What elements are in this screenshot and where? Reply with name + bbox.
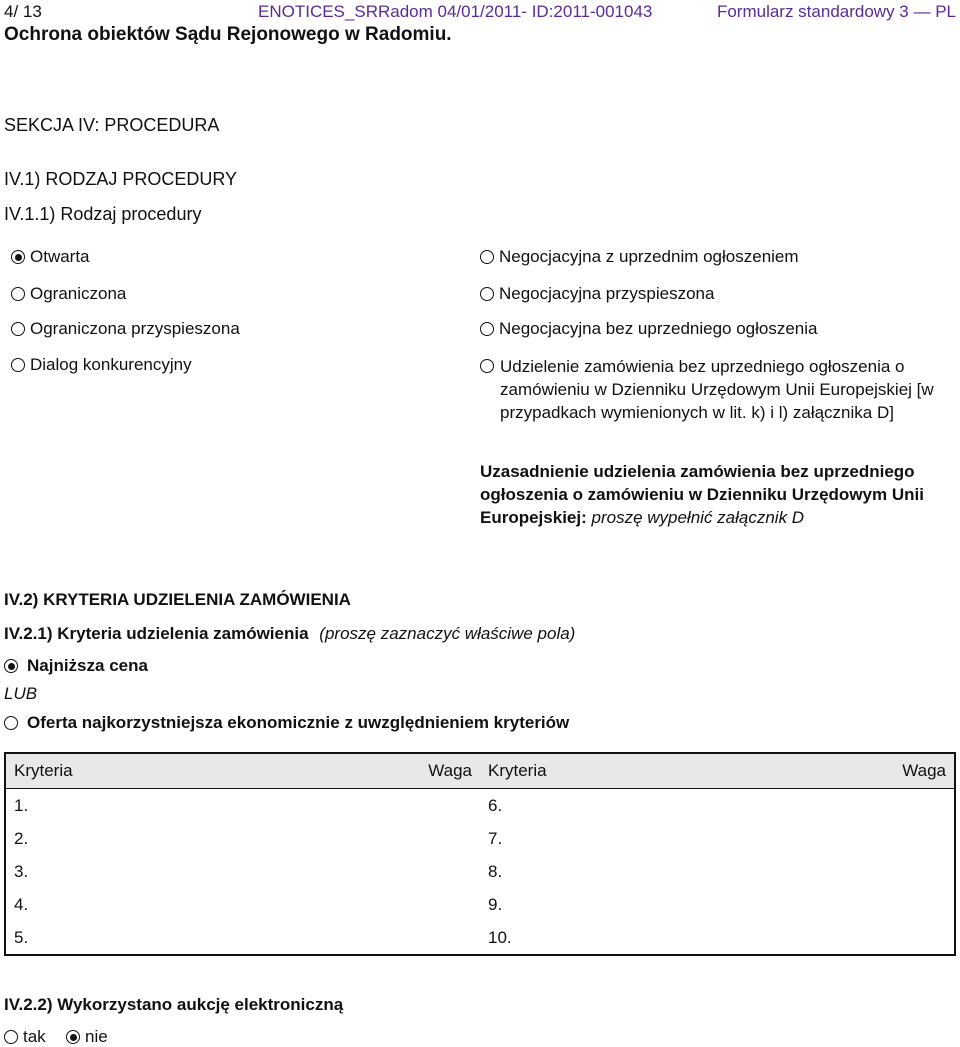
radio-selected-icon[interactable] [11, 250, 25, 264]
option-negocjacyjna-bez-ogloszenia[interactable] [480, 319, 818, 339]
header-waga: Waga [254, 753, 480, 789]
weight-cell [254, 855, 480, 888]
radio-empty-icon[interactable] [11, 287, 25, 301]
subsection-iv21 [4, 624, 575, 644]
option-negocjacyjna-z-ogloszeniem[interactable] [480, 247, 799, 267]
option-oferta-najkorzystniejsza[interactable] [4, 713, 569, 733]
subsection-iv2: IV.2) KRYTERIA UDZIELENIA ZAMÓWIENIA [4, 590, 351, 609]
option-label: Negocjacyjna przyspieszona [499, 284, 715, 303]
weight-cell [729, 855, 955, 888]
subsection-iv22: IV.2.2) Wykorzystano aukcję elektroniczną [4, 995, 344, 1014]
criterion-cell: 7. [487, 828, 503, 848]
weight-cell [254, 789, 480, 823]
form-name: Formularz standardowy 3 — PL [716, 2, 956, 21]
or-label: LUB [4, 684, 38, 703]
option-nie[interactable] [66, 1027, 108, 1047]
option-najnizsza-cena[interactable] [4, 656, 148, 676]
option-otwarta[interactable] [11, 247, 90, 267]
option-negocjacyjna-przyspieszona[interactable] [480, 284, 714, 304]
weight-cell [729, 888, 955, 921]
radio-empty-icon[interactable] [4, 1030, 18, 1044]
radio-empty-icon[interactable] [480, 250, 494, 264]
table-header-row [5, 753, 955, 789]
table-row [5, 888, 955, 921]
weight-cell [254, 888, 480, 921]
criterion-cell: 4. [14, 894, 29, 914]
table-row [5, 921, 955, 955]
criterion-cell: 5. [14, 927, 29, 947]
option-label: Otwarta [30, 247, 90, 266]
option-label: Negocjacyjna bez uprzedniego ogłoszenia [499, 319, 818, 338]
option-label: Dialog konkurencyjny [30, 355, 192, 374]
option-label: Ograniczona przyspieszona [30, 319, 240, 338]
subsection-iv1: IV.1) RODZAJ PROCEDURY [4, 169, 238, 189]
option-label: tak [23, 1027, 46, 1046]
option-ograniczona[interactable] [11, 284, 126, 304]
criterion-cell: 2. [14, 828, 29, 848]
criterion-cell: 9. [487, 894, 503, 914]
radio-empty-icon[interactable] [11, 322, 25, 336]
option-label: Oferta najkorzystniejsza ekonomicznie z uwzględnieniem kryteriów [27, 713, 570, 732]
justification-instruction: proszę wypełnić załącznik D [591, 508, 805, 527]
weight-cell [729, 921, 955, 955]
header-waga: Waga [729, 753, 955, 789]
justification [480, 460, 956, 529]
option-label: Negocjacyjna z uprzednim ogłoszeniem [499, 247, 799, 266]
criterion-cell: 1. [14, 795, 29, 815]
weight-cell [729, 789, 955, 823]
page-number: 4/ 13 [4, 2, 42, 21]
radio-selected-icon[interactable] [4, 659, 18, 673]
table-row [5, 789, 955, 823]
option-dialog-konkurencyjny[interactable] [11, 355, 192, 375]
criterion-cell: 6. [487, 795, 503, 815]
header-kryteria: Kryteria [480, 753, 729, 789]
radio-empty-icon[interactable] [480, 322, 494, 336]
criterion-cell: 8. [487, 861, 503, 881]
radio-empty-icon[interactable] [480, 359, 494, 373]
justification-label: Uzasadnienie udzielenia zamówienia bez uprzedniego ogłoszenia o zamówieniu w Dzienniku Urzędowym Unii Europejskiej: [480, 462, 924, 527]
notice-id: ENOTICES_SRRadom 04/01/2011- ID:2011-001043 [258, 2, 653, 21]
option-tak[interactable] [4, 1027, 46, 1047]
header-kryteria: Kryteria [5, 753, 254, 789]
criterion-cell: 10. [487, 927, 512, 947]
option-label: Udzielenie zamówienia bez uprzedniego ogłoszenia o zamówieniu w Dzienniku Urzędowym Unii Europejskiej [w przypadkach wymienionych w lit. k) i l) załącznika D] [500, 357, 934, 422]
criterion-cell: 3. [14, 861, 29, 881]
table-row [5, 822, 955, 855]
table-row [5, 855, 955, 888]
radio-empty-icon[interactable] [480, 287, 494, 301]
option-label: Ograniczona [30, 284, 127, 303]
option-ograniczona-przyspieszona[interactable] [11, 319, 240, 339]
subsection-iv11: IV.1.1) Rodzaj procedury [4, 204, 202, 224]
weight-cell [729, 822, 955, 855]
document-title: Ochrona obiektów Sądu Rejonowego w Radomiu. [4, 24, 452, 45]
weight-cell [254, 822, 480, 855]
weight-cell [254, 921, 480, 955]
radio-empty-icon[interactable] [4, 716, 18, 730]
radio-empty-icon[interactable] [11, 358, 25, 372]
criteria-table [4, 752, 956, 956]
option-label: nie [85, 1027, 108, 1046]
option-label: Najniższa cena [27, 656, 148, 675]
iv21-note: (proszę zaznaczyć właściwe pola) [319, 624, 576, 643]
section-title: SEKCJA IV: PROCEDURA [4, 115, 220, 135]
radio-selected-icon[interactable] [66, 1030, 80, 1044]
iv21-title: IV.2.1) Kryteria udzielenia zamówienia [4, 624, 309, 643]
